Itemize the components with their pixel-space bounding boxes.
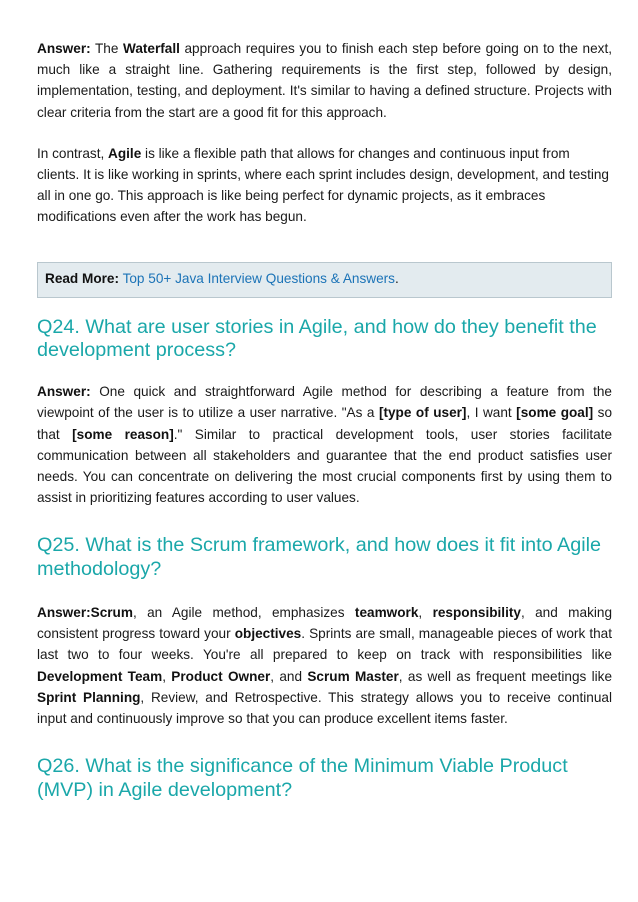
text-segment: is like a flexible path that allows for changes and continuous input from clients. It is like working in sprints, where each sprint includes design, development, and testing all in one go. This approach is like being perfect for dynamic projects, as it embraces modifications even after the work has begun. bbox=[37, 145, 609, 225]
read-more-suffix: . bbox=[394, 270, 399, 286]
bold-term: Scrum Master bbox=[307, 668, 399, 684]
bold-term: objectives bbox=[234, 626, 302, 642]
text-segment: . Sprints are small, manageable pieces of work that last two to four weeks. You're all prepared to keep on track with responsibilities like bbox=[37, 626, 613, 663]
text-segment: ." Similar to practical development tools, user stories facilitate communication between all stakeholders and guarantee that the end product satisfies user needs. You can concentrate on delivering the most crucial components first by using them to assist in prioritizing features according to user values. bbox=[37, 426, 613, 506]
bold-term: [some reason] bbox=[72, 426, 174, 442]
text-segment: , bbox=[162, 668, 166, 684]
text-segment: The bbox=[94, 41, 119, 56]
text-segment: One quick and straightforward Agile method for describing a feature from the viewpoint of the user is to utilize a user narrative. "As a bbox=[37, 384, 612, 421]
text-segment: , I want bbox=[466, 405, 512, 421]
article-body bbox=[37, 30, 612, 803]
bold-term: Development Team bbox=[37, 668, 163, 684]
text-segment: , Review, and Retrospective. This strategy allows you to receive continual input and continuously improve so that you can produce excellent items faster. bbox=[37, 689, 612, 727]
text-segment: , an Agile method, emphasizes bbox=[132, 605, 345, 621]
waterfall-answer-paragraph bbox=[37, 38, 612, 123]
q25-heading: Q25. What is the Scrum framework, and how does it fit into Agile methodology? bbox=[37, 534, 602, 581]
read-more-link[interactable]: Top 50+ Java Interview Questions & Answers bbox=[122, 270, 395, 286]
read-more-label: Read More: bbox=[45, 270, 120, 286]
agile-contrast-paragraph bbox=[37, 143, 612, 228]
text-segment: In contrast, bbox=[37, 145, 105, 161]
bold-term: Product Owner bbox=[171, 668, 271, 684]
text-segment: , and making consistent progress toward your bbox=[37, 605, 613, 642]
term-agile: Agile bbox=[108, 145, 142, 161]
q24-answer-paragraph bbox=[37, 381, 612, 508]
read-more-callout bbox=[37, 262, 612, 298]
bold-term: Sprint Planning bbox=[37, 689, 141, 705]
text-segment: , as well as frequent meetings like bbox=[398, 668, 613, 684]
bold-term: teamwork bbox=[354, 605, 419, 621]
answer-label: Answer: bbox=[37, 384, 91, 400]
bold-term: responsibility bbox=[432, 605, 521, 621]
text-segment: , bbox=[418, 605, 423, 621]
text-segment: , and bbox=[270, 668, 303, 684]
text-segment: so that bbox=[37, 405, 613, 442]
bold-term: [some goal] bbox=[516, 405, 594, 421]
bold-term: [type of user] bbox=[378, 405, 467, 421]
term-waterfall: Waterfall bbox=[123, 41, 180, 56]
q25-answer-paragraph bbox=[37, 602, 612, 729]
answer-label: Answer: bbox=[37, 41, 91, 56]
text-segment: approach requires you to finish each step before going on to the next, much like a straight line. Gathering requirements is the first step, followed by design, implementation, testing, and deployment. It's similar to having a defined structure. Projects with clear criteria from the start are a good fit for this approach. bbox=[37, 41, 612, 120]
q24-heading: Q24. What are user stories in Agile, and how do they benefit the development process? bbox=[37, 315, 597, 362]
q26-heading: Q26. What is the significance of the Minimum Viable Product (MVP) in Agile development? bbox=[37, 755, 568, 802]
answer-label: Answer:Scrum bbox=[37, 605, 133, 621]
